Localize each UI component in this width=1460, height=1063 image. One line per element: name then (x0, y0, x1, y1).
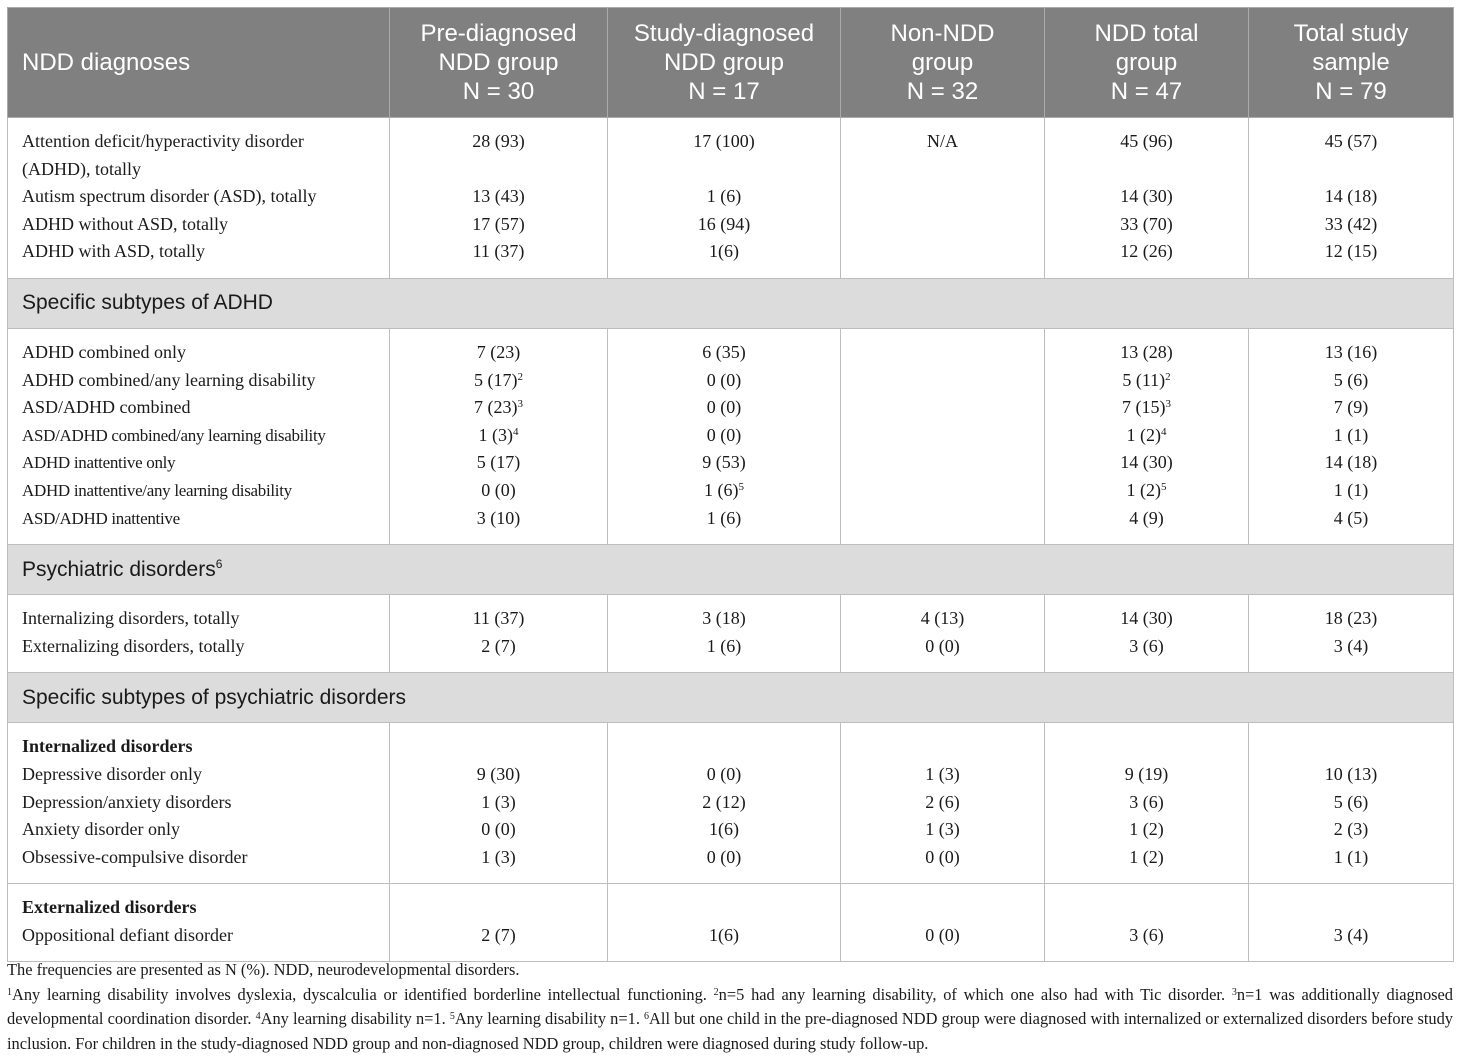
table-row (8, 118, 1454, 279)
block3-non: 4 (13) 0 (0) (841, 595, 1045, 673)
block2-ndd: 13 (28) 5 $(11)^2$ 7 $(15)^3$ 1 $(2)^4$ 14 (30) 1 $(2)^5$ 4 (9) (1045, 328, 1249, 544)
block3-labels: Internalizing disorders, totally Externalizing disorders, totally (8, 595, 390, 673)
block2-non (841, 328, 1045, 544)
ndd-diagnoses-table (7, 7, 1454, 962)
block5-pre: 2 (7) (390, 884, 608, 962)
block1-labels: Attention deficit/hyperactivity disorder (ADHD), totally Autism spectrum disorder (ASD), totally ADHD without ASD, totally ADHD with ASD, totally (8, 118, 390, 279)
block1-ndd: 45 (96) 14 (30) 33 (70) 12 (26) (1045, 118, 1249, 279)
block3-ndd: 14 (30) 3 (6) (1045, 595, 1249, 673)
footnote-details: $^1$Any learning disability involves dyslexia, dyscalculia or identified borderline intellectual functioning. $^2$n=5 had any learning disability, of which one also had with Tic disorder. $^3$n=1 was additionally diagnosed developmental coordination disorder. $^4$Any learning disability n=1. $^5$Any learning disability n=1. $^6$All but one child in the pre-diagnosed NDD group were diagnosed with internalized or externalized disorders before study inclusion. For children in the study-diagnosed NDD group and non-diagnosed NDD group, children were diagnosed during study follow-up. (7, 984, 1454, 1053)
block2-study: 6 (35) 0 (0) 0 (0) 0 (0) 9 (53) 1 $(6)^5$ 1 (6) (608, 328, 841, 544)
header-non-ndd: Non-NDD group N = 32 (841, 8, 1045, 118)
header-total-sample: Total study sample N = 79 (1249, 8, 1454, 118)
block5-study: 1(6) (608, 884, 841, 962)
block3-pre: 11 (37) 2 (7) (390, 595, 608, 673)
block4-total: 10 (13) 5 (6) 2 (3) 1 (1) (1249, 723, 1454, 884)
block5-ndd: 3 (6) (1045, 884, 1249, 962)
block4-non: 1 (3) 2 (6) 1 (3) 0 (0) (841, 723, 1045, 884)
table-header-row (8, 8, 1454, 118)
section-header-psychiatric-subtypes: Specific subtypes of psychiatric disorders (8, 673, 1454, 723)
block5-non: 0 (0) (841, 884, 1045, 962)
block5-labels: Externalized disorders Oppositional defiant disorder (8, 884, 390, 962)
table-row (8, 884, 1454, 962)
block4-ndd: 9 (19) 3 (6) 1 (2) 1 (2) (1045, 723, 1249, 884)
block4-labels: Internalized disorders Depressive disorder only Depression/anxiety disorders Anxiety disorder only Obsessive-compulsive disorder (8, 723, 390, 884)
table-row (8, 595, 1454, 673)
block1-non: N/A (841, 118, 1045, 279)
header-study-diagnosed: Study-diagnosed NDD group N = 17 (608, 8, 841, 118)
table-row (8, 328, 1454, 544)
footnote-frequencies: The frequencies are presented as N (%). NDD, neurodevelopmental disorders. (7, 960, 520, 979)
block5-total: 3 (4) (1249, 884, 1454, 962)
section-header-adhd: Specific subtypes of ADHD (8, 278, 1454, 328)
section-header-psychiatric: Psychiatric disorders$^6$ (8, 545, 1454, 595)
block4-study: 0 (0) 2 (12) 1(6) 0 (0) (608, 723, 841, 884)
block1-study: 17 (100) 1 (6) 16 (94) 1(6) (608, 118, 841, 279)
table-row (8, 723, 1454, 884)
header-ndd-total: NDD total group N = 47 (1045, 8, 1249, 118)
block1-pre: 28 (93) 13 (43) 17 (57) 11 (37) (390, 118, 608, 279)
block2-pre: 7 (23) 5 $(17)^2$ 7 $(23)^3$ 1 $(3)^4$ 5 (17) 0 (0) 3 (10) (390, 328, 608, 544)
block1-total: 45 (57) 14 (18) 33 (42) 12 (15) (1249, 118, 1454, 279)
block2-total: 13 (16) 5 (6) 7 (9) 1 (1) 14 (18) 1 (1) 4 (5) (1249, 328, 1454, 544)
block2-labels: ADHD combined only ADHD combined/any learning disability ASD/ADHD combined ASD/ADHD combined/any learning disability ADHD inattentive only ADHD inattentive/any learning disability ASD/ADHD inattentive (8, 328, 390, 544)
header-pre-diagnosed: Pre-diagnosed NDD group N = 30 (390, 8, 608, 118)
block3-study: 3 (18) 1 (6) (608, 595, 841, 673)
block4-pre: 9 (30) 1 (3) 0 (0) 1 (3) (390, 723, 608, 884)
table-footnotes (7, 958, 1453, 1056)
block3-total: 18 (23) 3 (4) (1249, 595, 1454, 673)
header-ndd-diagnoses: NDD diagnoses (8, 8, 390, 118)
